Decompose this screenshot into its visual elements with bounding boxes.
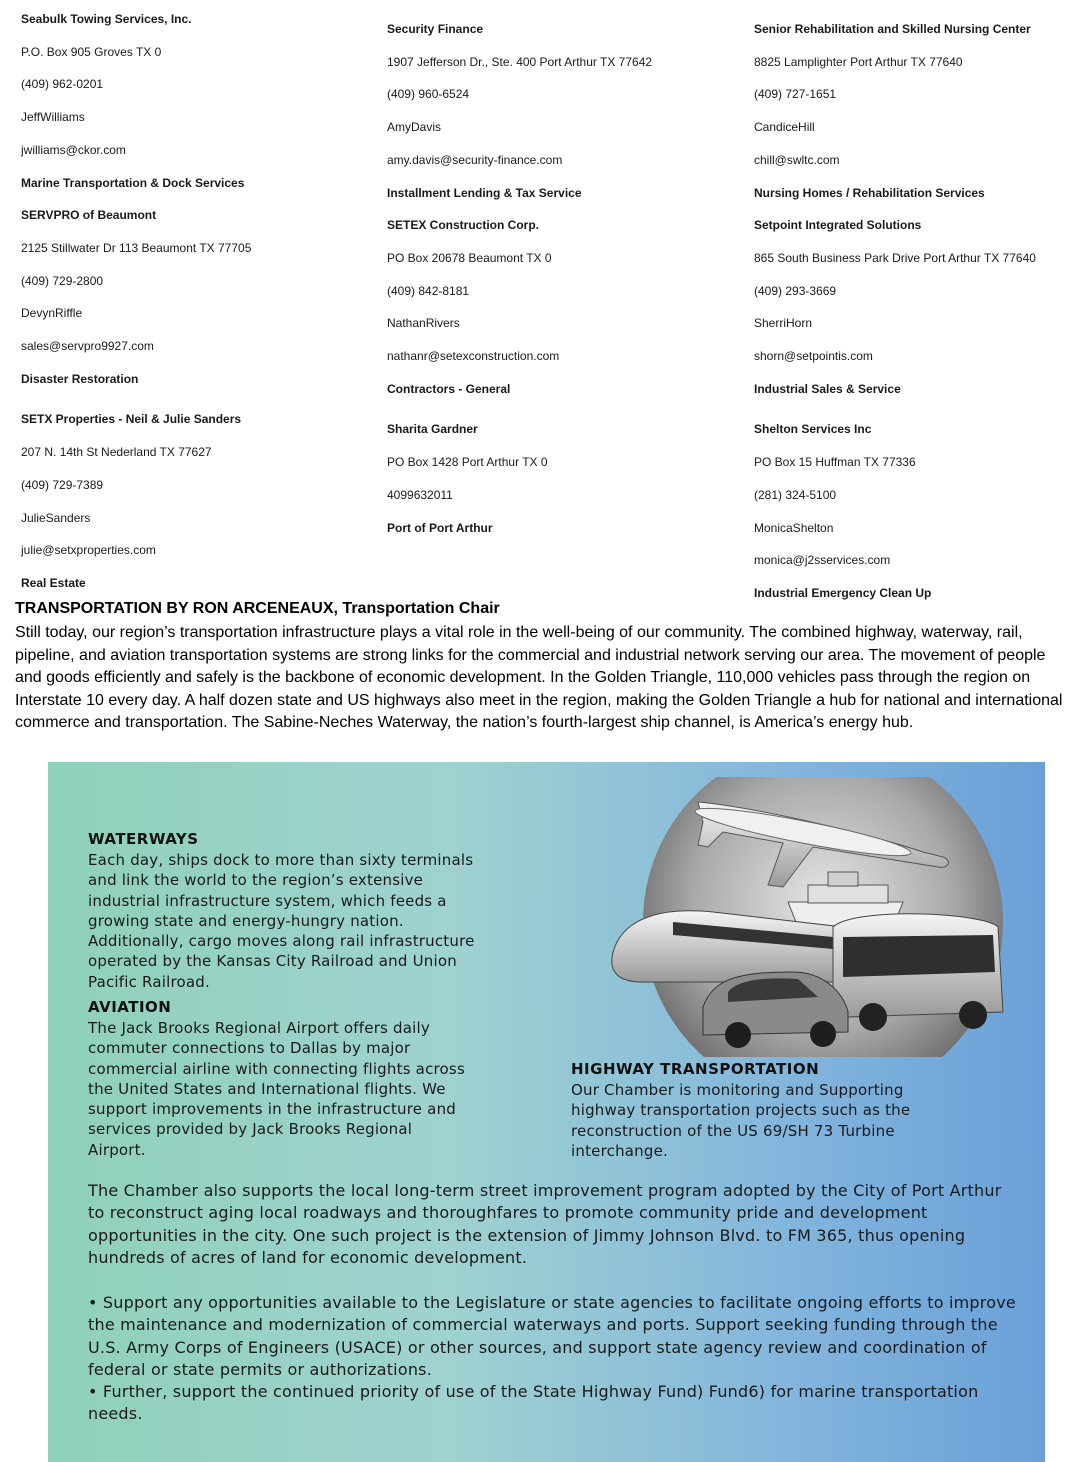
directory-line: monica@j2sservices.com <box>754 553 891 568</box>
directory-heading: SERVPRO of Beaumont <box>21 208 157 223</box>
highway-text: Our Chamber is monitoring and Supporting highway transportation projects such as the reconstruction of the US 69/SH 73 Turbine interchange. <box>571 1081 911 1160</box>
transportation-illustration <box>603 777 1013 1057</box>
directory-line: PO Box 1428 Port Arthur TX 0 <box>387 455 548 470</box>
directory-line: amy.davis@security-finance.com <box>387 152 563 167</box>
directory-line: JulieSanders <box>21 510 91 525</box>
directory-line: MonicaShelton <box>754 520 834 535</box>
directory-line: 8825 Lamplighter Port Arthur TX 77640 <box>754 54 963 69</box>
directory-line: PO Box 20678 Beaumont TX 0 <box>387 250 552 265</box>
directory-line: 4099632011 <box>387 487 453 502</box>
waterways-heading: WATERWAYS <box>88 830 199 848</box>
directory-heading: Port of Port Arthur <box>387 520 493 535</box>
directory-heading: Sharita Gardner <box>387 422 478 437</box>
bus-icon <box>833 914 1003 1031</box>
directory-line: chill@swltc.com <box>754 152 840 167</box>
directory-heading: Security Finance <box>387 22 484 36</box>
bullet-list <box>88 1292 1023 1426</box>
directory-line: P.O. Box 905 Groves TX 0 <box>21 44 162 59</box>
directory-line: 2125 Stillwater Dr 113 Beaumont TX 77705 <box>21 240 252 255</box>
directory-heading: Senior Rehabilitation and Skilled Nursing Center <box>754 22 1031 36</box>
directory-line: 865 South Business Park Drive Port Arthur TX 77640 <box>754 250 1036 265</box>
directory-line: JeffWilliams <box>21 110 85 125</box>
directory-heading: Installment Lending & Tax Service <box>387 185 582 200</box>
directory-heading: Real Estate <box>21 575 86 590</box>
bullet-item: • Support any opportunities available to the Legislature or state agencies to facilitate ongoing efforts to improve the maintenance and modernization of commercial waterways and ports. Support seeking funding through the U.S. Army Corps of Engineers (USACE) or other sources, and support state agency review and coordination of federal or state permits or authorizations. <box>88 1293 1016 1379</box>
directory-line: shorn@setpointis.com <box>754 349 873 363</box>
directory-line: 207 N. 14th St Nederland TX 77627 <box>21 445 212 460</box>
directory-line: nathanr@setexconstruction.com <box>387 349 560 363</box>
directory-line: julie@setxproperties.com <box>21 543 156 558</box>
bullet-item: • Further, support the continued priority of use of the State Highway Fund) Fund6) for marine transportation needs. <box>88 1382 979 1424</box>
directory-heading: Industrial Emergency Clean Up <box>754 585 932 600</box>
directory-heading: Disaster Restoration <box>21 371 139 386</box>
directory-heading: SETEX Construction Corp. <box>387 218 540 233</box>
directory-line: (409) 960-6524 <box>387 87 470 102</box>
directory-line: 1907 Jefferson Dr., Ste. 400 Port Arthur TX 77642 <box>387 54 653 69</box>
directory-line: (409) 727-1651 <box>754 87 837 102</box>
directory-line: sales@servpro9927.com <box>21 339 154 353</box>
directory-line: (409) 729-2800 <box>21 273 104 288</box>
directory-line: CandiceHill <box>754 120 815 135</box>
aviation-heading: AVIATION <box>88 998 172 1016</box>
directory-line: (409) 729-7389 <box>21 477 104 492</box>
directory-line: PO Box 15 Huffman TX 77336 <box>754 455 916 470</box>
directory-heading: Industrial Sales & Service <box>754 381 901 396</box>
directory-line: (409) 293-3669 <box>754 283 837 298</box>
highway-heading: HIGHWAY TRANSPORTATION <box>571 1060 820 1078</box>
directory-heading: Nursing Homes / Rehabilitation Services <box>754 185 985 200</box>
business-directory <box>0 0 1088 600</box>
chamber-text: The Chamber also supports the local long-term street improvement program adopted by the City of Port Arthur to reconstruct aging local roadways and thoroughfares to promote community pride and development opportunities in the city. One such project is the extension of Jimmy Johnson Blvd. to FM 365, thus opening hundreds of acres of land for economic development. <box>88 1181 1002 1267</box>
directory-line: jwilliams@ckor.com <box>21 142 126 157</box>
transportation-panel <box>48 762 1045 1462</box>
directory-line: SherriHorn <box>754 316 813 331</box>
directory-line: DevynRiffle <box>21 306 83 321</box>
directory-heading: Setpoint Integrated Solutions <box>754 218 922 233</box>
directory-heading: SETX Properties - Neil & Julie Sanders <box>21 412 242 427</box>
directory-line: NathanRivers <box>387 316 460 331</box>
transportation-heading: TRANSPORTATION BY RON ARCENEAUX, Transportation Chair <box>15 600 500 617</box>
directory-heading: Contractors - General <box>387 381 511 396</box>
directory-line: AmyDavis <box>387 120 442 135</box>
aviation-text: The Jack Brooks Regional Airport offers daily commuter connections to Dallas by major commercial airline with connecting flights across the United States and International flights. We support improvements in the infrastructure and services provided by Jack Brooks Regional Airport. <box>88 1019 465 1159</box>
directory-line: (409) 962-0201 <box>21 77 104 92</box>
transportation-body: Still today, our region’s transportation infrastructure plays a vital role in the well-being of our community. The combined highway, waterway, rail, pipeline, and aviation transportation systems are strong links for the commercial and industrial network serving our area. The movement of people and goods efficiently and safely is the backbone of economic development. In the Golden Triangle, 110,000 vehicles pass through the region on Interstate 10 every day. A half dozen state and US highways also meet in the region, making the Golden Triangle a hub for national and international commerce and transportation. The Sabine-Neches Waterway, the nation’s fourth-largest ship channel, is America’s energy hub. <box>15 624 1063 732</box>
directory-line: (281) 324-5100 <box>754 487 837 502</box>
waterways-text: Each day, ships dock to more than sixty terminals and link the world to the region’s extensive industrial infrastructure system, which feeds a growing state and energy-hungry nation. Additionally, cargo moves along rail infrastructure operated by the Kansas City Railroad and Union Pacific Railroad. <box>88 851 475 991</box>
directory-line: (409) 842-8181 <box>387 283 470 298</box>
directory-heading: Seabulk Towing Services, Inc. <box>21 12 192 26</box>
directory-heading: Marine Transportation & Dock Services <box>21 175 245 190</box>
directory-heading: Shelton Services Inc <box>754 422 872 437</box>
